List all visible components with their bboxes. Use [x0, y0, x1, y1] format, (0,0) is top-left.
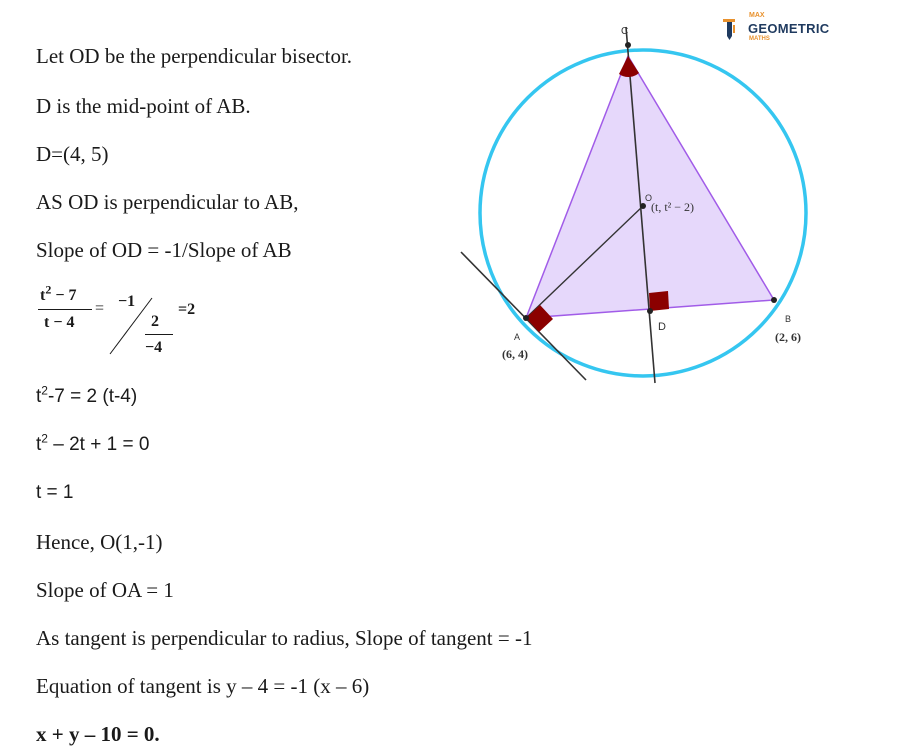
point-a: [523, 315, 529, 321]
equation-lhs-denominator: t − 4: [44, 314, 75, 331]
line-o-coords: Hence, O(1,-1): [36, 530, 163, 554]
triangle-abc: [526, 56, 774, 318]
line-quadratic: $t^2 - 2t + 1 = 0$: [36, 431, 150, 455]
equation-inner-numerator: 2: [151, 313, 159, 330]
label-c: C: [621, 26, 629, 37]
point-d: [647, 308, 653, 314]
pen-icon: [722, 16, 740, 40]
line-od-perpendicular: AS OD is perpendicular to AB,: [36, 190, 299, 214]
label-o: O: [645, 193, 653, 203]
line-final-answer: x + y – 10 = 0.: [36, 722, 160, 746]
angle-mark-c: [619, 56, 639, 77]
point-o: [640, 203, 646, 209]
equation-result: =2: [178, 301, 196, 318]
label-a: A: [514, 332, 521, 342]
right-angle-mark-d: [649, 291, 669, 311]
line-expand: $t^2-7 = 2$ (t-4): [36, 383, 138, 407]
logo-bottom-text: MATHS: [749, 36, 770, 42]
line-tangent-slope: As tangent is perpendicular to radius, Slope of tangent = -1: [36, 626, 533, 650]
equation-inner-denominator: −4: [145, 339, 163, 356]
line-slope-relation: Slope of OD = -1/Slope of AB: [36, 238, 292, 262]
logo-main-text: GEOMETRIC: [748, 21, 830, 36]
label-b-coords: (2, 6): [775, 330, 801, 344]
label-b: B: [785, 314, 792, 324]
equation-rhs-numerator: −1: [118, 293, 136, 310]
label-o-coords: (t, t² − 2): [651, 200, 695, 214]
line-slope-oa: Slope of OA = 1: [36, 578, 174, 602]
point-b: [771, 297, 777, 303]
equation-lhs-numerator: $t^2 - 7$: [40, 282, 77, 304]
line-tangent-equation: Equation of tangent is y – 4 = -1 (x – 6): [36, 674, 370, 698]
equation-equals: =: [95, 300, 105, 317]
logo-top-text: MAX: [749, 12, 765, 19]
label-d: D: [658, 321, 666, 333]
line-perpendicular-bisector: Let OD be the perpendicular bisector.: [36, 44, 353, 68]
line-t-value: t = 1: [36, 482, 74, 503]
label-a-coords: (6, 4): [502, 347, 528, 361]
line-midpoint: D is the mid-point of AB.: [36, 94, 251, 118]
line-d-coords: D=(4, 5): [36, 142, 109, 166]
point-c: [625, 42, 631, 48]
